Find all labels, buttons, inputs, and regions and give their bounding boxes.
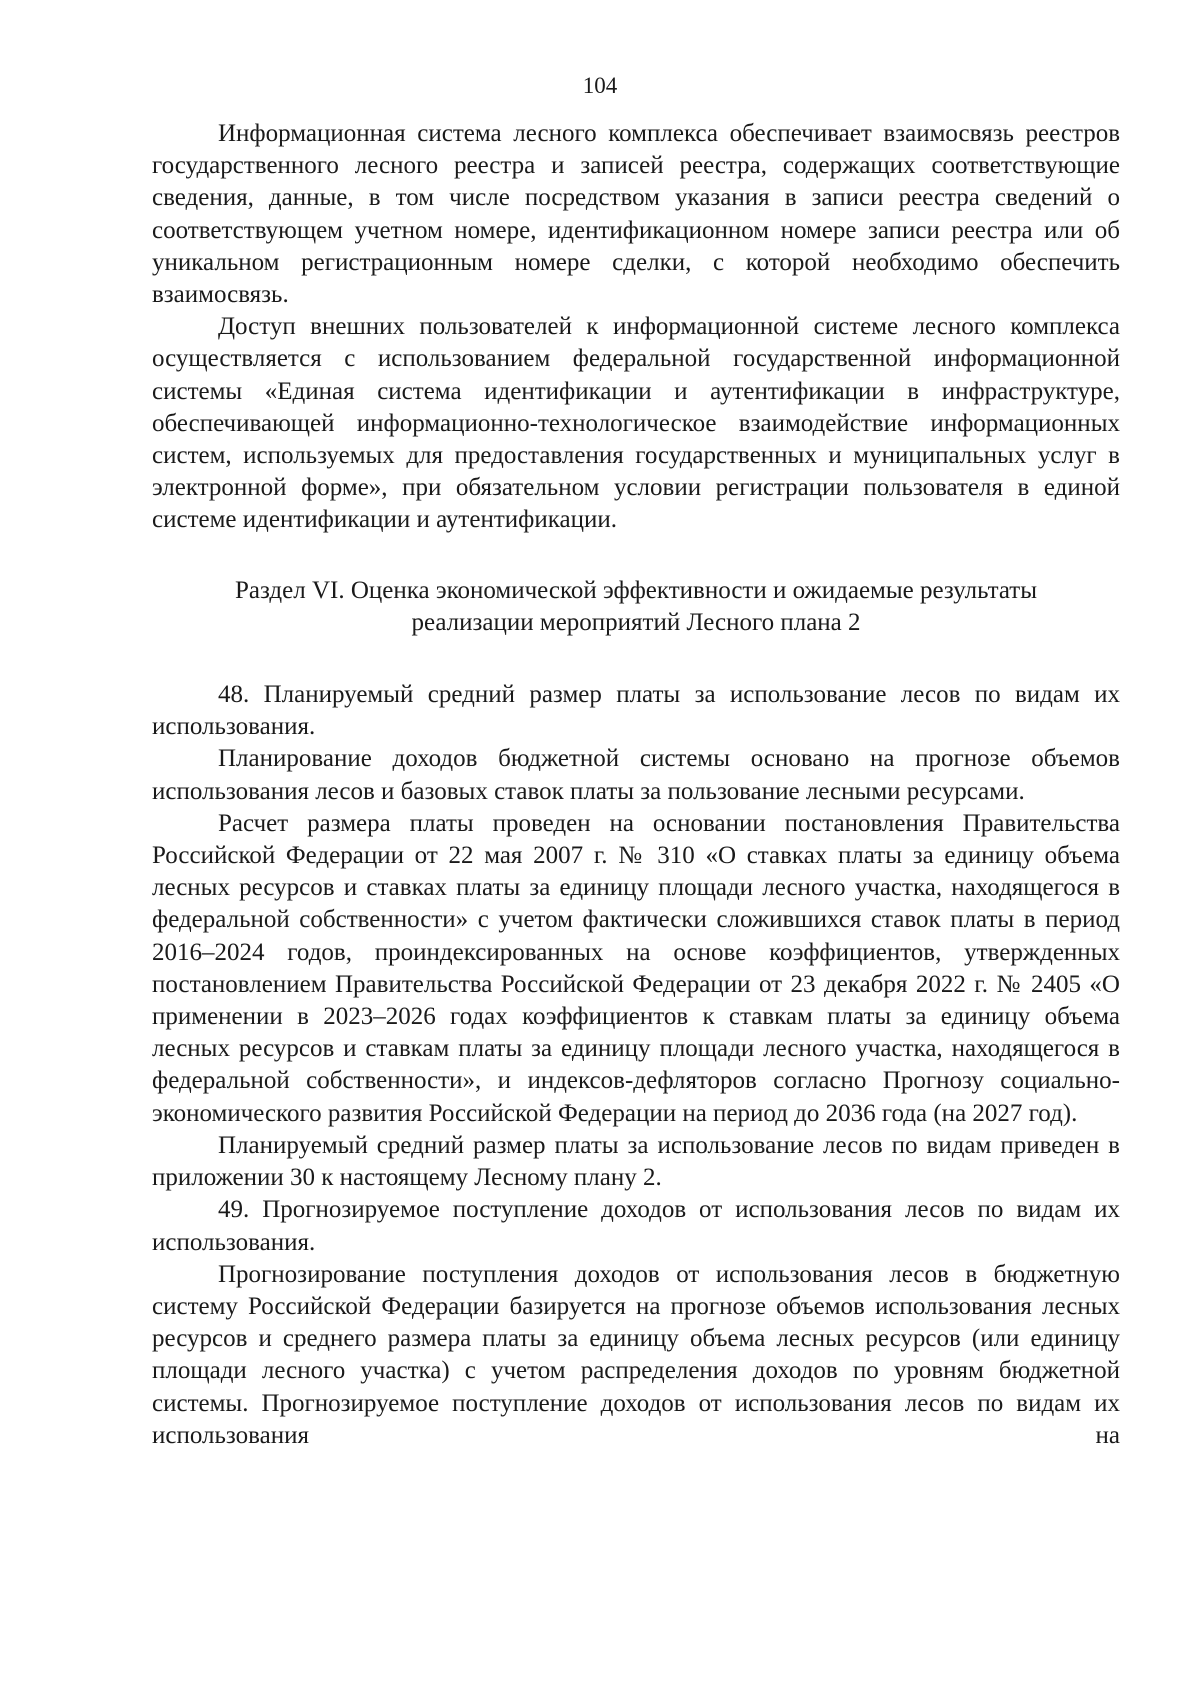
paragraph-income-planning: Планирование доходов бюджетной системы основано на прогнозе объемов использования лесов и базовых ставок платы за пользование лесными ресурсами. bbox=[152, 745, 1120, 805]
paragraph-item-48: 48. Планируемый средний размер платы за использование лесов по видам их использования. bbox=[152, 681, 1120, 741]
paragraph-item-49: 49. Прогнозируемое поступление доходов от использования лесов по видам их использования. bbox=[152, 1196, 1120, 1256]
section-heading-line-1: Раздел VI. Оценка экономической эффективности и ожидаемые результаты bbox=[235, 576, 1037, 604]
document-body bbox=[152, 118, 1120, 1452]
paragraph-income-forecast: Прогнозирование поступления доходов от использования лесов в бюджетную систему Российской Федерации базируется на прогнозе объемов использования лесных ресурсов и среднего размера платы за единицу объема лесных ресурсов (или единицу площади лесного участка) с учетом распределения доходов по уровням бюджетной системы. Прогнозируемое поступление доходов от использования лесов по видам их использования на bbox=[152, 1260, 1120, 1449]
paragraph-external-access: Доступ внешних пользователей к информационной системе лесного комплекса осуществляется с использованием федеральной государственной информационной системы «Единая система идентификации и аутентификации в инфраструктуре, обеспечивающей информационно-технологическое взаимодействие информационных систем, используемых для предоставления государственных и муниципальных услуг в электронной форме», при обязательном условии регистрации пользователя в единой системе идентификации и аутентификации. bbox=[152, 313, 1120, 534]
section-heading-line-2: реализации мероприятий Лесного плана 2 bbox=[411, 608, 861, 636]
section-heading bbox=[152, 575, 1120, 639]
paragraph-planned-fee-appendix: Планируемый средний размер платы за использование лесов по видам приведен в приложении 30 к настоящему Лесному плану 2. bbox=[152, 1131, 1120, 1192]
paragraph-information-system: Информационная система лесного комплекса обеспечивает взаимосвязь реестров государственного лесного реестра и записей реестра, содержащих соответствующие сведения, данные, в том числе посредством указания в записи реестра сведений о соответствующем учетном номере, идентификационном номере записи реестра или об уникальном регистрационным номере сделки, с которой необходимо обеспечить взаимосвязь. bbox=[152, 120, 1120, 309]
page-number: 104 bbox=[582, 73, 618, 98]
paragraph-fee-calculation: Расчет размера платы проведен на основании постановления Правительства Российской Федерации от 22 мая 2007 г. № 310 «О ставках платы за единицу объема лесных ресурсов и ставках платы за единицу площади лесного участка, находящегося в федеральной собственности» с учетом фактически сложившихся ставок платы в период 2016–2024 годов, проиндексированных на основе коэффициентов, утвержденных постановлением Правительства Российской Федерации от 23 декабря 2022 г. № 2405 «О применении в 2023–2026 годах коэффициентов к ставкам платы за единицу объема лесных ресурсов и ставкам платы за единицу площади лесного участка, находящегося в федеральной собственности», и индексов-дефляторов согласно Прогнозу социально-экономического развития Российской Федерации на период до 2036 года (на 2027 год). bbox=[152, 809, 1120, 1127]
